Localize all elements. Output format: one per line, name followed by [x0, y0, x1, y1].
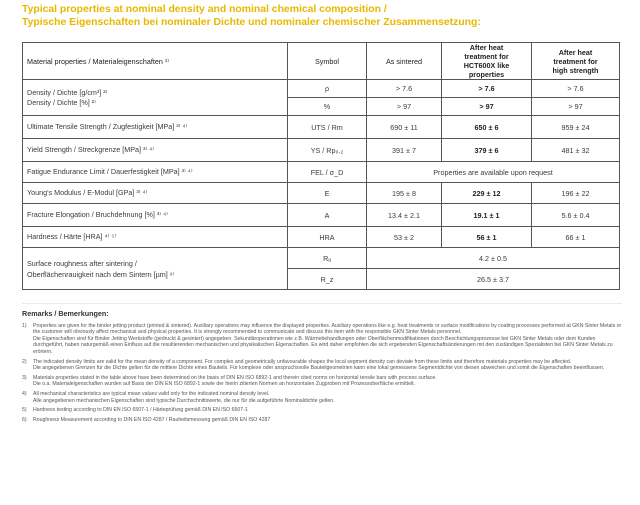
elong-symbol: A [288, 204, 367, 227]
header-material: Material properties / Materialeigenschaften ¹⁾ [23, 43, 288, 80]
ys-label: Yield Strength / Streckgrenze [MPa] ³⁾ ⁴⁾ [23, 139, 288, 162]
remark-number: 6) [22, 416, 27, 423]
density-pct-hct: > 97 [442, 98, 532, 116]
hardness-label: Hardness / Härte [HRA] ⁴⁾ ⁵⁾ [23, 227, 288, 248]
modulus-label: Young's Modulus / E-Modul [GPa] ³⁾ ⁴⁾ [23, 183, 288, 204]
modulus-sintered: 195 ± 8 [367, 183, 442, 204]
density-pct-hs: > 97 [532, 98, 620, 116]
table-row [23, 116, 620, 139]
hardness-symbol: HRA [288, 227, 367, 248]
density-pct-label: Density / Dichte [%] ²⁾ [27, 97, 96, 107]
remark-4-english: All mechanical characteristics are typical mean values valid only for the indicated nominal density level. [33, 390, 270, 397]
elong-hs: 5.6 ± 0.4 [532, 204, 620, 227]
remark-item [22, 391, 622, 404]
ra-value: 4.2 ± 0.5 [367, 248, 620, 269]
rz-symbol: R_z [288, 269, 367, 290]
page-heading [22, 4, 622, 29]
fel-label: Fatigue Endurance Limit / Dauerfestigkeit [MPa] ³⁾ ⁴⁾ [23, 162, 288, 183]
remark-1-english: Properties are given for the binder jetting product (printed & sintered). Auxiliary operations may influence the displayed properties. Auxiliary operations like e.g. heat treatments or surface modifications by coating processes performed at GKN Sinter Metals or the customer will obviously affect mechanical and physical properties. It is strongly recommended to communicate and discuss this item with the responsible GKN Sinter Metals personnel. [33, 322, 622, 336]
table-row [23, 162, 620, 183]
table-header-row [23, 43, 620, 80]
uts-symbol: UTS / Rm [288, 116, 367, 139]
uts-sintered: 690 ± 11 [367, 116, 442, 139]
hardness-sintered: 53 ± 2 [367, 227, 442, 248]
ys-hct: 379 ± 6 [442, 139, 532, 162]
uts-hct: 650 ± 6 [442, 116, 532, 139]
table-row [23, 80, 620, 98]
remark-item [22, 323, 622, 356]
remark-number: 4) [22, 390, 27, 397]
modulus-hct: 229 ± 12 [442, 183, 532, 204]
header-as-sintered: As sintered [367, 43, 442, 80]
ra-symbol: Rₐ [288, 248, 367, 269]
ys-sintered: 391 ± 7 [367, 139, 442, 162]
fel-merged-note: Properties are available upon request [367, 162, 620, 183]
uts-label: Ultimate Tensile Strength / Zugfestigkeit [MPa] ³⁾ ⁴⁾ [23, 116, 288, 139]
roughness-label-de: Oberflächenrauigkeit nach dem Sintern [µm] ⁶⁾ [27, 269, 175, 279]
density-label-cell [23, 80, 288, 116]
header-hct-line-4: properties [468, 70, 505, 79]
density-g-sintered: > 7.6 [367, 80, 442, 98]
remark-number: 1) [22, 322, 27, 329]
heading-english: Typical properties at nominal density and nominal chemical composition / [22, 4, 387, 15]
remark-2-english: The indicated density limits are valid for the mean density of a component. For complex and geometrically unfavourable shapes the local segment density can deviate from these limits and therefore materials properties may be affected. [33, 358, 572, 365]
hardness-hct: 56 ± 1 [442, 227, 532, 248]
fel-symbol: FEL / σ_D [288, 162, 367, 183]
modulus-symbol: E [288, 183, 367, 204]
table-row [23, 139, 620, 162]
remarks-section [22, 311, 622, 426]
remark-item [22, 375, 622, 388]
remarks-title: Remarks / Bemerkungen: [22, 309, 109, 318]
roughness-label-cell [23, 248, 288, 290]
header-high-strength [532, 43, 620, 80]
header-hct600x [442, 43, 532, 80]
uts-hs: 959 ± 24 [532, 116, 620, 139]
density-g-label: Density / Dichte [g/cm³] ²⁾ [27, 87, 108, 97]
elong-hct: 19.1 ± 1 [442, 204, 532, 227]
remark-1-german: Die Eigenschaften sind für Binder Jetting Werkstoffe (gedruckt & gesintert) angegeben. Sekundäroperationen wie z.B. Wärmebehandlungen oder Oberflächenmodifikationen durch Beschichtungsprozesse bei GKN Sinter Metals oder dem Kunden durchgeführt, haben naturgemäß einen Einfluss auf die resultierenden mechanischen und physikalischen Eigenschaften. Es wird daher empfohlen die sich ergebenden Eigenschaftsänderungen mit den zuständigen Spezialisten bei GKN Sinter Metals zu erörtern. [33, 335, 613, 355]
elong-sintered: 13.4 ± 2.1 [367, 204, 442, 227]
roughness-label-en: Surface roughness after sintering / [27, 258, 137, 268]
heading-german: Typische Eigenschaften bei nominaler Dichte und nominaler chemischer Zusammensetzung: [22, 16, 481, 28]
header-hct-line-3: HCT600X like [463, 61, 510, 70]
table-row [23, 248, 620, 269]
density-pct-symbol: % [288, 98, 367, 116]
ys-symbol: YS / Rp₀.₂ [288, 139, 367, 162]
remark-4-german: Alle angegebenen mechanischen Eigenschaften sind typische Durchschnittswerte, die nur für die aufgeführte Nominaldichte gelten. [33, 397, 335, 404]
remark-item [22, 417, 622, 424]
remark-number: 3) [22, 374, 27, 381]
header-hct-line-1: After heat [469, 43, 504, 52]
remark-item [22, 359, 622, 372]
remark-number: 2) [22, 358, 27, 365]
density-g-symbol: ρ [288, 80, 367, 98]
remark-number: 5) [22, 407, 27, 414]
density-pct-sintered: > 97 [367, 98, 442, 116]
ys-hs: 481 ± 32 [532, 139, 620, 162]
remark-3-german: Die o.a. Materialeigenschaften wurden auf Basis der DIN EN ISO 6892-1 sowie der hierin zitierten Normen an horizontalen Zugproben mit Prozessoberfläche ermittelt. [33, 381, 416, 388]
header-hs-line-2: treatment for [553, 56, 598, 66]
hardness-hs: 66 ± 1 [532, 227, 620, 248]
table-row [23, 227, 620, 248]
density-g-hct: > 7.6 [442, 80, 532, 98]
rz-value: 26.5 ± 3.7 [367, 269, 620, 290]
divider [22, 303, 622, 304]
table-row [23, 183, 620, 204]
modulus-hs: 196 ± 22 [532, 183, 620, 204]
header-hct-line-2: treatment for [464, 52, 509, 61]
remark-5-text: Hardness testing according to DIN EN ISO 6507-1 / Härteprüfung gemäß DIN EN ISO 6507-1 [33, 407, 248, 414]
header-hs-line-1: After heat [558, 47, 593, 57]
table-row [23, 204, 620, 227]
remark-6-text: Roughness Measurement according to DIN EN ISO 4287 / Rauheitsmessung gemäß DIN EN ISO 4287 [33, 416, 271, 423]
remark-2-german: Die angegebenen Grenzen für die Dichte gelten für die mittlere Dichte eines Bauteils. Für komplexe oder anspruchsvolle Bauteilgeometrien kann eine lokal gemessene Segmentdichte von diesen abweichen und somit die Eigenschaften beeinflussen. [33, 365, 605, 372]
header-hs-line-3: high strength [552, 65, 599, 75]
properties-table [22, 42, 620, 290]
remark-3-english: Materials properties stated in the table above have been determined on the basis of DIN EN ISO 6892-1 and therein cited norms on horizontal tensile bars with process surface. [33, 374, 437, 381]
header-symbol: Symbol [288, 43, 367, 80]
elong-label: Fracture Elongation / Bruchdehnung [%] ³⁾ ⁴⁾ [23, 204, 288, 227]
density-g-hs: > 7.6 [532, 80, 620, 98]
remark-item [22, 407, 622, 414]
